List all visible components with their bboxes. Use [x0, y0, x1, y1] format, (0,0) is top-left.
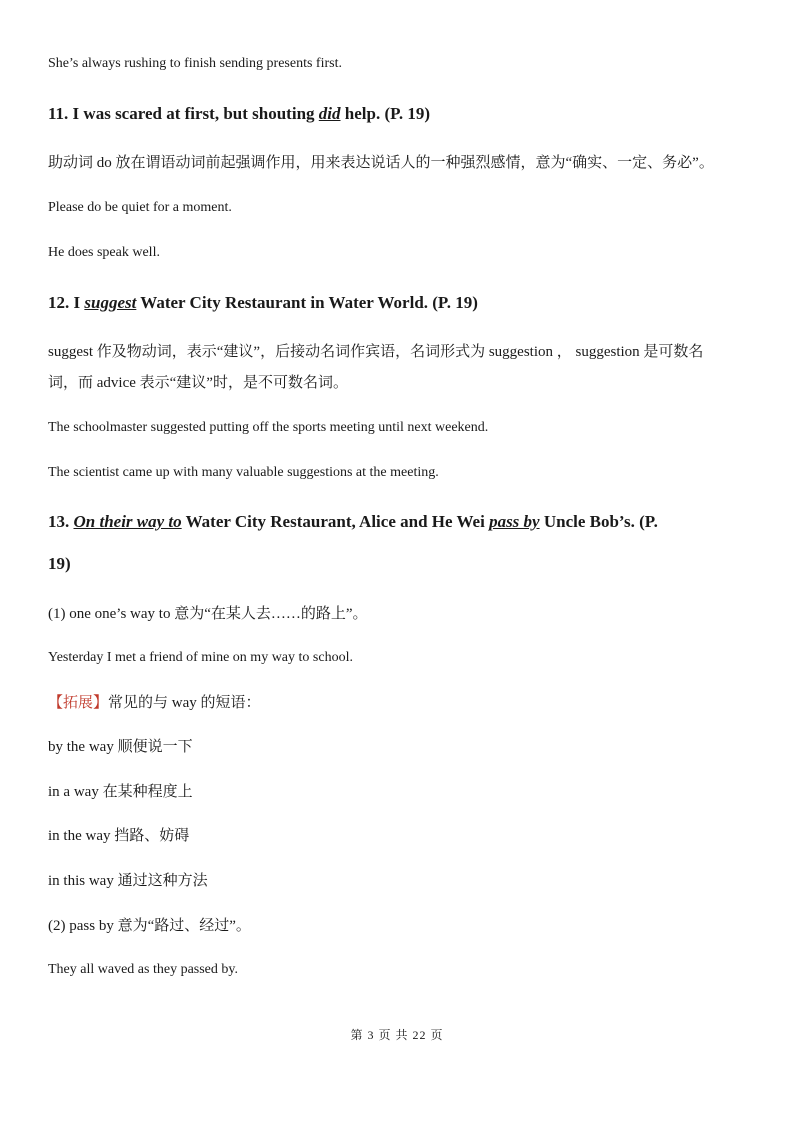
heading-12-end: Water City Restaurant in Water World. (P. 19) [136, 293, 478, 312]
phrase-by-the-way: by the way 顺便说一下 [48, 739, 193, 755]
heading-13-num: 13. [48, 512, 74, 531]
explanation-12b: 词，而 advice 表示“建议”时，是不可数名词。 [48, 375, 348, 391]
heading-13-end: Uncle Bob’s. (P. [539, 512, 658, 531]
example-sentence: She’s always rushing to finish sending presents first. [48, 56, 342, 71]
explanation-13a: (1) one one’s way to 意为“在某人去……的路上”。 [48, 606, 368, 622]
heading-11-keyword: did [318, 104, 341, 123]
example-11b: He does speak well. [48, 245, 160, 260]
heading-11-text: 11. I was scared at first, but shouting [48, 104, 319, 123]
example-13a: Yesterday I met a friend of mine on my way to school. [48, 650, 353, 665]
extension-intro [48, 693, 746, 713]
heading-12 [48, 292, 746, 314]
example-12a: The schoolmaster suggested putting off the sports meeting until next weekend. [48, 420, 489, 435]
extension-text: 常见的与 way 的短语： [108, 695, 261, 711]
heading-12-text: 12. I [48, 293, 85, 312]
example-12b: The scientist came up with many valuable suggestions at the meeting. [48, 465, 439, 480]
heading-13-mid: Water City Restaurant, Alice and He Wei [181, 512, 490, 531]
phrase-in-the-way: in the way 挡路、妨碍 [48, 828, 190, 844]
heading-13-line2: 19) [48, 554, 71, 573]
heading-13 [48, 511, 746, 533]
example-11a: Please do be quiet for a moment. [48, 200, 232, 215]
explanation-12a: suggest 作及物动词，表示“建议”，后接动名词作宾语，名词形式为 suggestion ， suggestion 是可数名 [48, 344, 704, 360]
explanation-13b: (2) pass by 意为“路过、经过”。 [48, 918, 251, 934]
heading-12-keyword: suggest [84, 293, 137, 312]
phrase-in-this-way: in this way 通过这种方法 [48, 873, 208, 889]
example-13b: They all waved as they passed by. [48, 962, 238, 977]
heading-11-end: help. (P. 19) [340, 104, 431, 123]
page-footer: 第 3 页 共 22 页 [350, 1028, 444, 1042]
phrase-in-a-way: in a way 在某种程度上 [48, 784, 193, 800]
heading-13-keyword-2: pass by [489, 512, 540, 531]
heading-13-keyword-1: On their way to [73, 512, 182, 531]
heading-11 [48, 103, 746, 125]
extension-tag: 【拓展】 [48, 695, 109, 711]
explanation-11: 助动词 do 放在谓语动词前起强调作用，用来表达说话人的一种强烈感情，意为“确实、一定、务必”。 [48, 155, 714, 171]
